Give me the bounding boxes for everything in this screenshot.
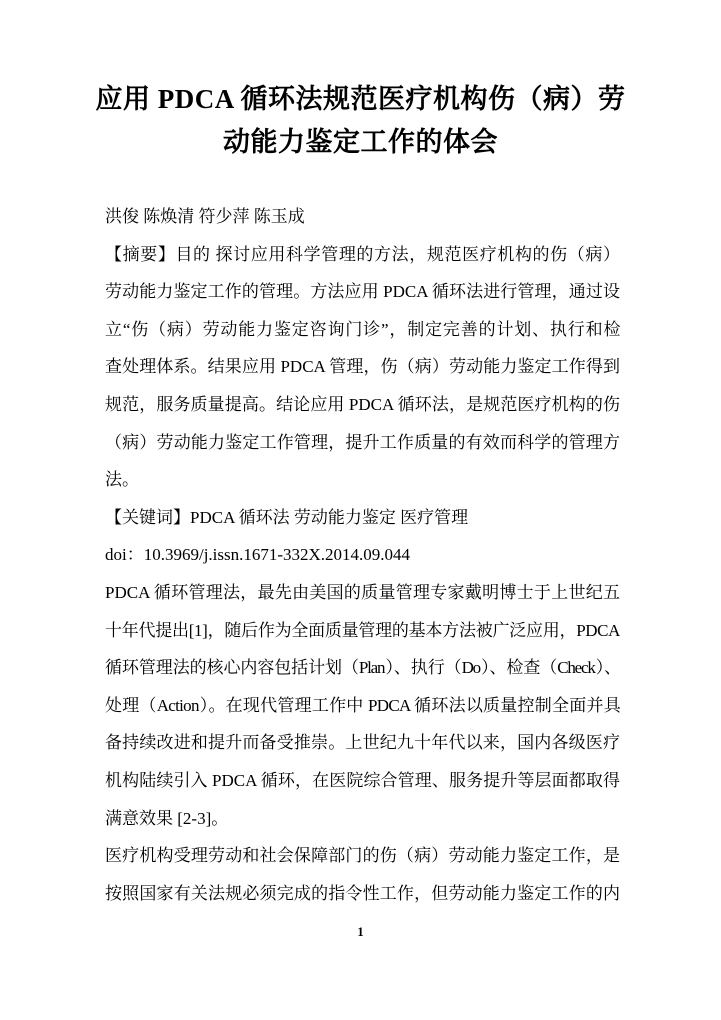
authors-line: 洪俊 陈焕清 符少萍 陈玉成: [105, 207, 305, 226]
abstract-line: 【摘要】目的 探讨应用科学管理的方法，规范医疗机构的伤（病）: [105, 244, 620, 264]
abstract-line: 劳动能力鉴定工作的管理。方法应用 PDCA 循环法进行管理，通过设: [105, 282, 620, 302]
body-line: 按照国家有关法规必须完成的指令性工作，但劳动能力鉴定工作的内: [105, 883, 620, 903]
page-number: 1: [357, 925, 364, 939]
abstract-line: 查处理体系。结果应用 PDCA 管理，伤（病）劳动能力鉴定工作得到: [105, 357, 620, 377]
body-line: 循环管理法的核心内容包括计划（Plan）、执行（Do）、检查（Check）、: [105, 658, 620, 678]
document-body: [105, 198, 620, 912]
abstract-line: 法。: [105, 470, 139, 490]
abstract-line: 规范，服务质量提高。结论应用 PDCA 循环法，是规范医疗机构的伤: [105, 394, 620, 414]
body-line: 备持续改进和提升而备受推崇。上世纪九十年代以来，国内各级医疗: [105, 733, 620, 753]
abstract-line: 立“伤（病）劳动能力鉴定咨询门诊”，制定完善的计划、执行和检: [105, 319, 620, 339]
title-line-2: 动能力鉴定工作的体会: [223, 127, 498, 157]
body-line: 满意效果 [2-3]。: [105, 808, 229, 828]
body-line: 医疗机构受理劳动和社会保障部门的伤（病）劳动能力鉴定工作，是: [105, 846, 620, 866]
title-line-1: 应用 PDCA 循环法规范医疗机构伤（病）劳: [95, 84, 626, 114]
page-title: [0, 0, 721, 164]
body-line: 机构陆续引入 PDCA 循环，在医院综合管理、服务提升等层面都取得: [105, 770, 620, 790]
body-line: 处理（Action）。在现代管理工作中 PDCA 循环法以质量控制全面并具: [105, 695, 620, 715]
keywords-line: 【关键词】PDCA 循环法 劳动能力鉴定 医疗管理: [105, 507, 469, 527]
body-line: 十年代提出[1]，随后作为全面质量管理的基本方法被广泛应用，PDCA: [105, 620, 620, 640]
doi-line: doi：10.3969/j.issn.1671-332X.2014.09.044: [105, 545, 411, 565]
abstract-line: （病）劳动能力鉴定工作管理，提升工作质量的有效而科学的管理方: [105, 432, 620, 452]
body-line: PDCA 循环管理法，最先由美国的质量管理专家戴明博士于上世纪五: [105, 582, 620, 602]
